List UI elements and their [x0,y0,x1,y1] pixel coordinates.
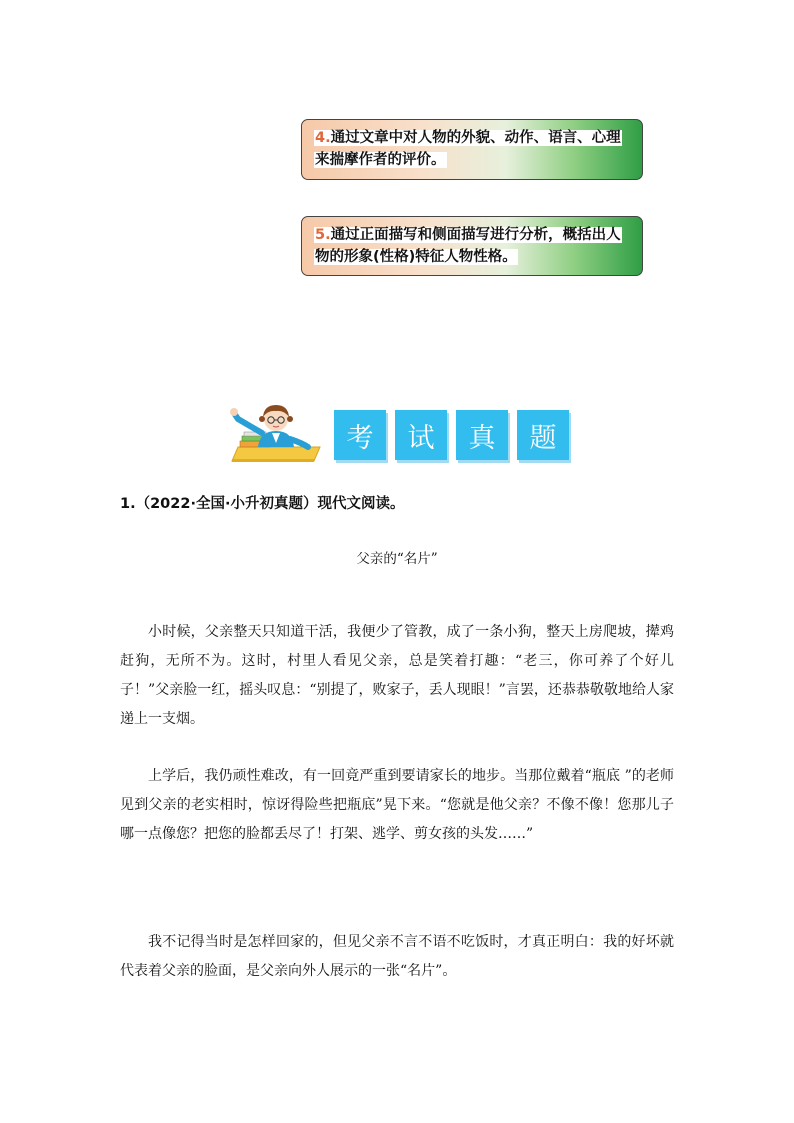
title-tile: 考 [334,410,386,460]
tip-box-5 [301,216,643,276]
article-paragraph: 我不记得当时是怎样回家的，但见父亲不言不语不吃饭时，才真正明白：我的好坏就代表着父亲的脸面，是父亲向外人展示的一张“名片”。 [120,934,674,979]
tip-text [314,127,634,171]
tip-number: 5. [315,227,331,243]
tip-text [314,224,634,268]
student-reading-icon [228,403,324,463]
article-title: 父亲的“名片” [356,551,438,567]
article-paragraph: 上学后，我仍顽性难改，有一回竟严重到要请家长的地步。当那位戴着“瓶底 ”的老师见到父亲的老实相时，惊讶得险些把瓶底”晃下来。“您就是他父亲？不像不像！您那儿子哪一点像您？把您的脸都丢尽了！打架、逃学、剪女孩的头发……” [120,768,674,842]
question-title: 1.（2022·全国·小升初真题）现代文阅读。 [120,496,405,512]
tip-number: 4. [315,130,331,146]
title-tile: 题 [517,410,569,460]
title-tile: 试 [395,410,447,460]
title-tile: 真 [456,410,508,460]
article-paragraph: 小时候，父亲整天只知道干活，我便少了管教，成了一条小狗，整天上房爬坡，撵鸡赶狗，无所不为。这时，村里人看见父亲，总是笑着打趣：“老三，你可养了个好儿子！”父亲脸一红，摇头叹息：“别提了，败家子，丢人现眼！”言罢，还恭恭敬敬地给人家递上一支烟。 [120,624,674,727]
title-tiles [334,410,569,460]
exam-banner [228,403,573,465]
tip-box-4 [301,119,643,180]
tip-body: 通过正面描写和侧面描写进行分析，概括出人物的形象(性格)特征人物性格。 [315,227,621,265]
tip-body: 通过文章中对人物的外貌、动作、语言、心理来揣摩作者的评价。 [315,130,621,168]
